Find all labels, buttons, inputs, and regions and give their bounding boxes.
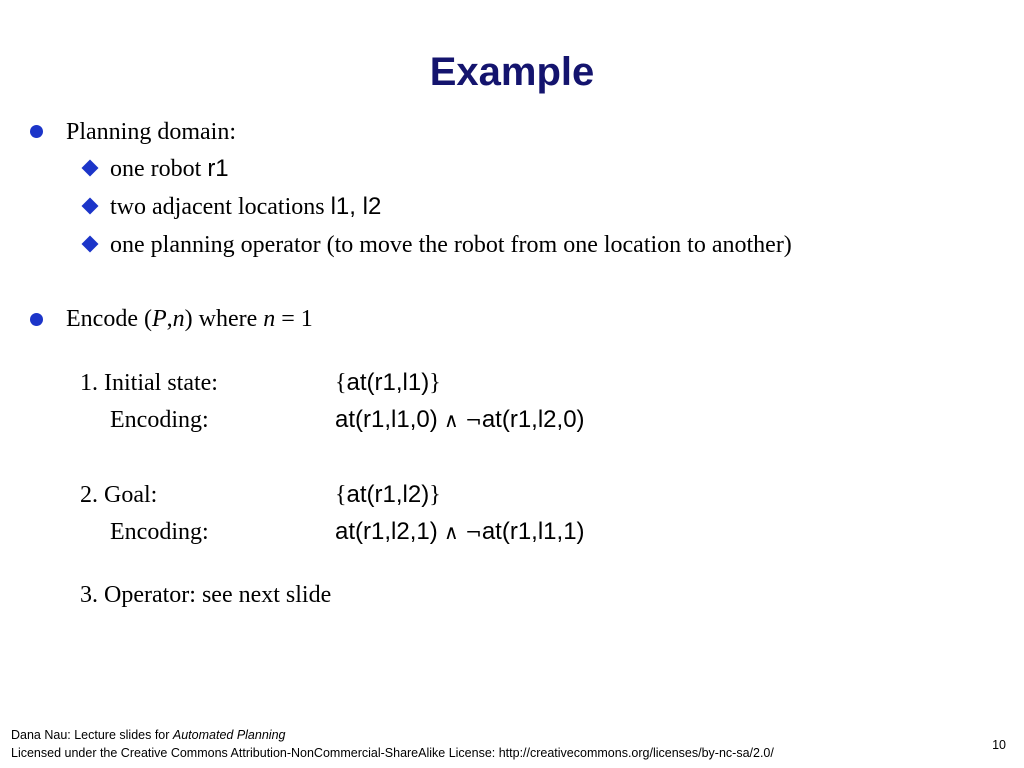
item-goal-label: 2. Goal:: [80, 482, 158, 508]
item-operator: 3. Operator: see next slide: [80, 582, 332, 608]
item-initial-encoding-value: [335, 405, 585, 435]
diamond-bullet-icon: [82, 160, 99, 177]
sub-bullet-text: two adjacent locations: [110, 194, 331, 220]
and-operator: ∧: [437, 408, 466, 432]
page-number: 10: [992, 738, 1006, 752]
footer-line1: [11, 726, 774, 744]
sub-bullet-operator: one planning operator (to move the robot from one location to another): [110, 232, 792, 258]
brace-open: {: [335, 370, 347, 396]
bullet-dot-icon: [30, 313, 43, 326]
slide-title: Example: [429, 50, 595, 94]
item-initial-state-label: 1. Initial state:: [80, 370, 218, 396]
sub-bullet-code: l1, l2: [330, 193, 382, 220]
and-operator: ∧: [437, 520, 466, 544]
item-goal-encoding-value: [335, 517, 585, 547]
footer-book-title: Automated Planning: [172, 728, 286, 742]
sub-bullet-code: r1: [207, 155, 229, 182]
brace-close: }: [429, 370, 441, 396]
brace-close: }: [429, 482, 441, 508]
diamond-bullet-icon: [82, 236, 99, 253]
not-operator: ¬: [465, 520, 482, 544]
encoding-term: at(r1,l2,1): [335, 518, 438, 545]
diamond-bullet-icon: [82, 198, 99, 215]
bullet-dot-icon: [30, 125, 43, 138]
footer-prefix: Dana Nau: Lecture slides for: [11, 728, 173, 742]
encode-middle: ) where: [184, 306, 264, 332]
bullet-encode: [66, 304, 313, 334]
encode-comma: ,: [166, 306, 173, 332]
math-n: n: [172, 306, 185, 332]
encoding-term: at(r1,l1,0): [335, 406, 438, 433]
encoding-term: at(r1,l2,0): [481, 406, 585, 433]
sub-bullet-locations: [110, 192, 381, 222]
math-P: P: [151, 306, 167, 332]
not-operator: ¬: [465, 408, 482, 432]
item-initial-state-value: [335, 368, 441, 398]
footer-license: Licensed under the Creative Commons Attribution-NonCommercial-ShareAlike License: http://creativecommons.org/licenses/by-nc-sa/2.0/: [11, 746, 774, 760]
state-value: at(r1,l1): [346, 369, 430, 396]
item-goal-value: [335, 480, 441, 510]
sub-bullet-text: one robot: [110, 156, 208, 182]
item-initial-encoding-label: Encoding:: [110, 407, 209, 433]
math-n: n: [263, 306, 276, 332]
encode-suffix: = 1: [275, 306, 313, 332]
encoding-term: at(r1,l1,1): [481, 518, 585, 545]
footer-credits: [11, 726, 774, 762]
brace-open: {: [335, 482, 347, 508]
item-goal-encoding-label: Encoding:: [110, 519, 209, 545]
bullet-planning-domain: Planning domain:: [66, 119, 236, 145]
state-value: at(r1,l2): [346, 481, 430, 508]
sub-bullet-robot: [110, 154, 229, 184]
encode-prefix: Encode (: [66, 306, 152, 332]
